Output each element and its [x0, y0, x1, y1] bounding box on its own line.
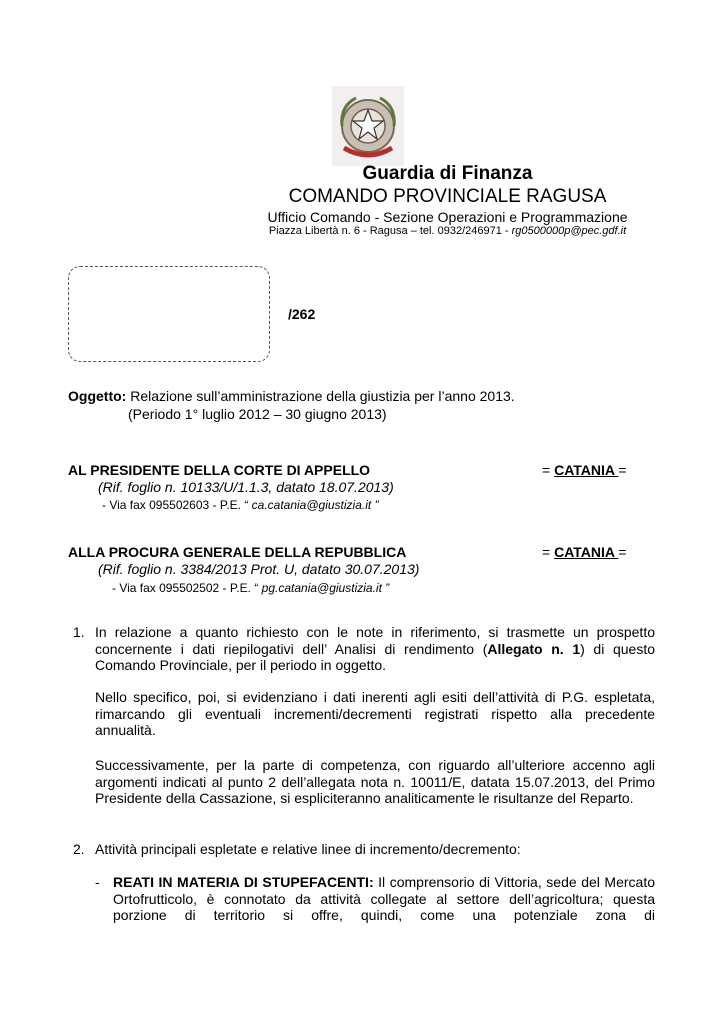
item-1-number: 1.: [73, 624, 85, 640]
pec-email: rg0500000p@pec.gdf.it: [511, 225, 627, 237]
item-1-text-b: ) di questo Comando Provinciale, per il periodo in oggetto.: [95, 640, 656, 673]
office-name: Ufficio Comando - Sezione Operazioni e Programmazione: [267, 209, 628, 225]
item-1-attachment: Allegato n. 1: [487, 640, 581, 657]
item-2-text: Attività principali espletate e relative linee di incremento/decremento:: [95, 841, 521, 857]
city-prefix: =: [542, 544, 555, 560]
recipient-2-contact: [112, 581, 389, 595]
city-name: CATANIA: [554, 544, 619, 560]
subject-period: (Periodo 1° luglio 2012 – 30 giugno 2013): [128, 406, 387, 422]
recipient-2-name: ALLA PROCURA GENERALE DELLA REPUBBLICA: [68, 544, 407, 560]
recipient-1-contact: [102, 498, 379, 512]
command-name: COMANDO PROVINCIALE RAGUSA: [288, 186, 607, 207]
subject-text: Relazione sull’amministrazione della giustizia per l’anno 2013.: [126, 388, 515, 404]
recipient-1-name: AL PRESIDENTE DELLA CORTE DI APPELLO: [68, 462, 371, 478]
item-2-number: 2.: [73, 841, 85, 857]
city-suffix: =: [618, 462, 627, 478]
subject-line: [68, 388, 515, 404]
protocol-box: [68, 266, 270, 362]
address-line: [85, 225, 725, 237]
org-title: Guardia di Finanza: [362, 163, 533, 184]
recipient-2-ref: (Rif. foglio n. 3384/2013 Prot. U, datato 30.07.2013): [98, 561, 420, 577]
contact-email: ca.catania@giustizia.it ”: [251, 498, 379, 512]
city-name: CATANIA: [554, 462, 619, 478]
bullet-paragraph: [113, 874, 655, 924]
contact-email: pg.catania@giustizia.it ”: [261, 581, 390, 595]
item-1-paragraph-1: [95, 624, 655, 674]
address-text: Piazza Libertà n. 6 - Ragusa – tel. 0932/246971 -: [268, 225, 512, 237]
italian-republic-emblem: [332, 86, 404, 166]
bullet-dash: -: [95, 874, 100, 890]
item-1-paragraph-3: Successivamente, per la parte di competenza, con riguardo all’ulteriore accenno agli argomenti indicati al punto 2 dell’allegata nota n. 10011/E, datata 15.07.2013, del Primo Presidente della Cassazione, si espliciteranno analiticamente le risultanze del Reparto.: [95, 757, 655, 806]
bullet-heading: REATI IN MATERIA DI STUPEFACENTI:: [113, 874, 374, 890]
city-suffix: =: [618, 544, 627, 560]
item-1-paragraph-2: Nello specifico, poi, si evidenziano i dati inerenti agli esiti dell’attività di P.G. espletata, rimarcando gli eventuali incrementi/decrementi registrati rispetto alla precedente annualità.: [95, 689, 655, 738]
protocol-number: /262: [288, 306, 316, 322]
recipient-1-ref: (Rif. foglio n. 10133/U/1.1.3, datato 18.07.2013): [98, 479, 394, 495]
bullet-text: Il comprensorio di Vittoria, sede del Mercato Ortofrutticolo, è connotato da attività collegate al settore dell’agricoltura; questa porzione di territorio si offre, quindi, come una potenziale zona di: [113, 874, 655, 923]
recipient-2-city: [542, 544, 627, 560]
recipient-1-city: [542, 462, 627, 478]
city-prefix: =: [542, 462, 555, 478]
subject-label: Oggetto:: [68, 388, 127, 404]
contact-text: - Via fax 095502502 - P.E. “: [112, 581, 262, 595]
item-1-text-a: In relazione a quanto richiesto con le note in riferimento, si trasmette un prospetto concernente i dati riepilogativi dell’ Analisi di rendimento (: [95, 624, 655, 657]
contact-text: - Via fax 095502603 - P.E. “: [102, 498, 252, 512]
